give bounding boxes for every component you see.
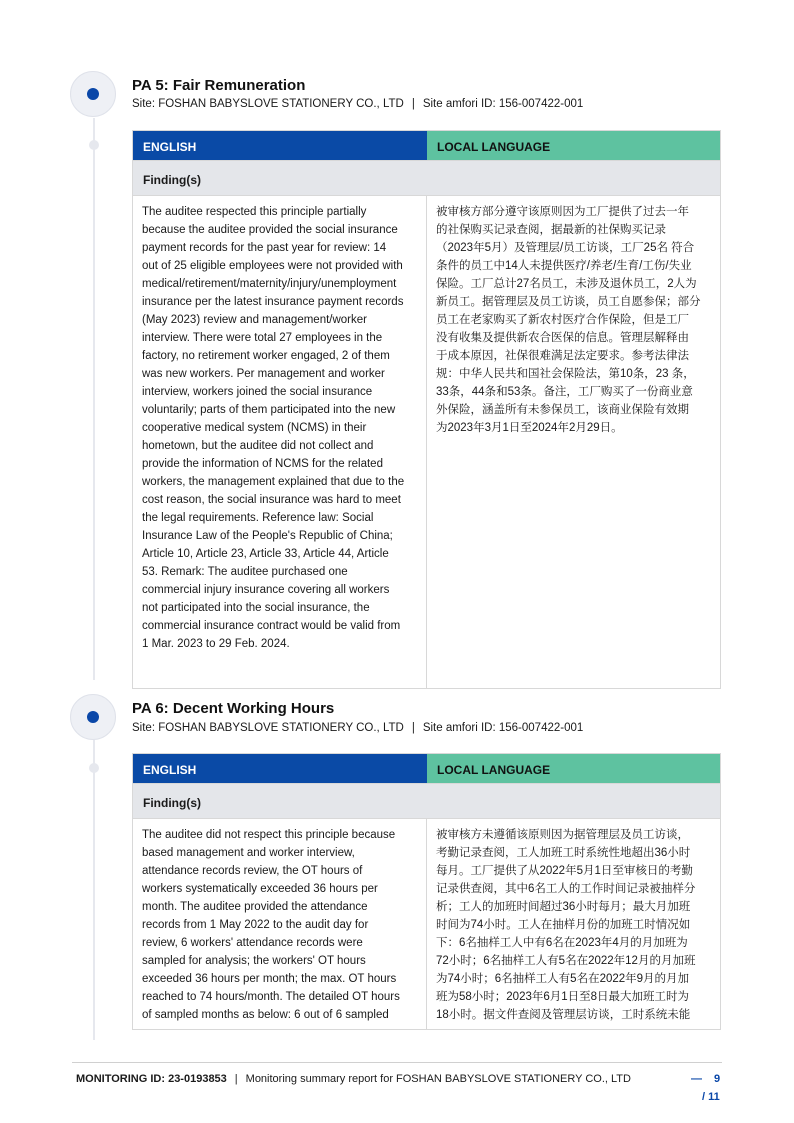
- text-line: out of 25 eligible employees were not provided with: [142, 260, 403, 272]
- text-line: 每月。工厂提供了从2022年5月1日至审核日的考勤: [436, 865, 693, 877]
- text-line: based management and worker interview,: [142, 847, 355, 859]
- text-line: because the auditee provided the social insurance: [142, 224, 398, 236]
- text-line: 规：中华人民共和国社会保险法，第10条，23 条，: [436, 368, 695, 380]
- separator: |: [234, 1073, 238, 1085]
- column-english: ENGLISH: [133, 131, 427, 160]
- site-info: [132, 722, 583, 734]
- text-line: Article 10, Article 23, Article 33, Article 44, Article: [142, 548, 389, 560]
- text-line: exceeded 36 hours per month; the max. OT hours: [142, 973, 397, 985]
- page-total: / 11: [702, 1091, 720, 1103]
- table-body: [133, 818, 720, 1029]
- site-info: [132, 98, 583, 110]
- text-line: 保险。工厂总计27名员工，未涉及退休员工，2人为: [436, 278, 697, 290]
- text-line: 没有收集及提供新农合医保的信息。管理层解释由: [436, 332, 689, 344]
- table-header: [133, 131, 720, 160]
- text-line: 53. Remark: The auditee purchased one: [142, 566, 348, 578]
- column-local-language: LOCAL LANGUAGE: [427, 754, 720, 783]
- text-line: commercial injury insurance covering all workers: [142, 584, 390, 596]
- text-line: workers, the management explained that due to the: [142, 476, 405, 488]
- text-line: cooperative medical system (NCMS) in their: [142, 422, 367, 434]
- text-line: 下：6名抽样工人中有6名在2023年4月的月加班为: [436, 937, 688, 949]
- monitoring-id: MONITORING ID: 23-0193853: [76, 1073, 227, 1085]
- text-line: interview, workers joined the social insurance: [142, 386, 373, 398]
- text-line: not participated into the social insurance, the: [142, 602, 370, 614]
- text-line: 1 Mar. 2023 to 29 Feb. 2024.: [142, 638, 290, 650]
- text-line: of sampled months as below: 6 out of 6 sampled: [142, 1009, 389, 1021]
- findings-subheader: Finding(s): [133, 783, 720, 818]
- text-line: insurance per the latest insurance payment records: [142, 296, 404, 308]
- text-line: 33条，44条和53条。备注，工厂购买了一份商业意: [436, 386, 693, 398]
- report-title: Monitoring summary report for FOSHAN BABYSLOVE STATIONERY CO., LTD: [245, 1073, 631, 1085]
- text-line: sampled for analysis; the workers' OT hours: [142, 955, 366, 967]
- text-line: 班为58小时；2023年6月1日至8日最大加班工时为: [436, 991, 690, 1003]
- findings-subheader: Finding(s): [133, 160, 720, 195]
- text-line: 外保险，涵盖所有未参保员工，该商业保险有效期: [436, 404, 689, 416]
- text-line: reached to 74 hours/month. The detailed OT hours: [142, 991, 400, 1003]
- text-line: 为2023年3月1日至2024年2月29日。: [436, 422, 623, 434]
- text-line: 时间为74小时。工人在抽样月份的加班工时情况如: [436, 919, 691, 931]
- site-name: Site: FOSHAN BABYSLOVE STATIONERY CO., LTD: [132, 722, 404, 734]
- page-number: 9: [714, 1073, 721, 1085]
- local-finding: [427, 196, 720, 688]
- timeline-line: [93, 118, 95, 680]
- text-line: attendance records review, the OT hours of: [142, 865, 363, 877]
- text-line: 记录供查阅，其中6名工人的工作时间记录被抽样分: [436, 883, 696, 895]
- table-header: [133, 754, 720, 783]
- text-line: 为74小时；6名抽样工人有5名在2022年9月的月加: [436, 973, 690, 985]
- text-line: 员工在老家购买了新农村医疗合作保险，但是工厂: [436, 314, 689, 326]
- column-english: ENGLISH: [133, 754, 427, 783]
- text-line: 18小时。据文件查阅及管理层访谈，工时系统未能: [436, 1009, 691, 1021]
- text-line: medical/retirement/maternity/injury/unemployment: [142, 278, 397, 290]
- page-dash: —: [691, 1073, 702, 1085]
- text-line: Insurance Law of the People's Republic of China;: [142, 530, 393, 542]
- english-finding: [133, 196, 427, 688]
- amfori-id: Site amfori ID: 156-007422-001: [422, 98, 584, 110]
- text-line: 条件的员工中14人未提供医疗/养老/生育/工伤/失业: [436, 260, 692, 272]
- text-line: was new workers. Per management and worker: [142, 368, 385, 380]
- text-line: 新员工。据管理层及员工访谈，员工自愿参保；部分: [436, 296, 701, 308]
- footer: [76, 1073, 631, 1085]
- timeline-dot: [89, 140, 99, 150]
- findings-table: [132, 130, 721, 689]
- text-line: payment records for the past year for review: 14: [142, 242, 387, 254]
- text-line: The auditee did not respect this principle because: [142, 829, 396, 841]
- separator: |: [411, 722, 415, 734]
- text-line: 被审核方未遵循该原则因为据管理层及员工访谈，: [436, 829, 689, 841]
- text-line: (May 2023) review and management/worker: [142, 314, 367, 326]
- text-line: cost reason, the social insurance was hard to meet: [142, 494, 401, 506]
- text-line: voluntarily; parts of them participated into the new: [142, 404, 396, 416]
- separator: |: [411, 98, 415, 110]
- site-name: Site: FOSHAN BABYSLOVE STATIONERY CO., LTD: [132, 98, 404, 110]
- text-line: 被审核方部分遵守该原则因为工厂提供了过去一年: [436, 206, 689, 218]
- text-line: factory, no retirement worker engaged, 2 of them: [142, 350, 390, 362]
- text-line: 于成本原因，社保很难满足法定要求。参考法律法: [436, 350, 689, 362]
- footer-divider: [72, 1062, 722, 1063]
- timeline-line: [93, 740, 95, 1040]
- section-marker-icon: [70, 71, 116, 117]
- local-finding: [427, 819, 720, 1029]
- text-line: 考勤记录查阅，工人加班工时系统性地超出36小时: [436, 847, 691, 859]
- text-line: records from 1 May 2022 to the audit day for: [142, 919, 369, 931]
- text-line: 的社保购买记录查阅，据最新的社保购买记录: [436, 224, 666, 236]
- text-line: month. The auditee provided the attendance: [142, 901, 368, 913]
- section-title: PA 6: Decent Working Hours: [132, 700, 335, 717]
- text-line: the legal requirements. Reference law: Social: [142, 512, 374, 524]
- table-body: [133, 195, 720, 688]
- text-line: workers systematically exceeded 36 hours per: [142, 883, 378, 895]
- section-title: PA 5: Fair Remuneration: [132, 77, 306, 94]
- text-line: 72小时；6名抽样工人有5名在2022年12月的月加班: [436, 955, 696, 967]
- text-line: provide the information of NCMS for the related: [142, 458, 383, 470]
- findings-table: [132, 753, 721, 1030]
- text-line: commercial insurance contract would be valid from: [142, 620, 401, 632]
- text-line: 析；工人的加班时间超过36小时每月；最大月加班: [436, 901, 691, 913]
- text-line: （2023年5月）及管理层/员工访谈，工厂25名 符合: [436, 242, 695, 254]
- amfori-id: Site amfori ID: 156-007422-001: [422, 722, 584, 734]
- english-finding: [133, 819, 427, 1029]
- text-line: The auditee respected this principle partially: [142, 206, 367, 218]
- text-line: interview. There were total 27 employees in the: [142, 332, 383, 344]
- column-local-language: LOCAL LANGUAGE: [427, 131, 720, 160]
- text-line: hometown, but the auditee did not collect and: [142, 440, 374, 452]
- text-line: review, 6 workers' attendance records were: [142, 937, 363, 949]
- timeline-dot: [89, 763, 99, 773]
- section-marker-icon: [70, 694, 116, 740]
